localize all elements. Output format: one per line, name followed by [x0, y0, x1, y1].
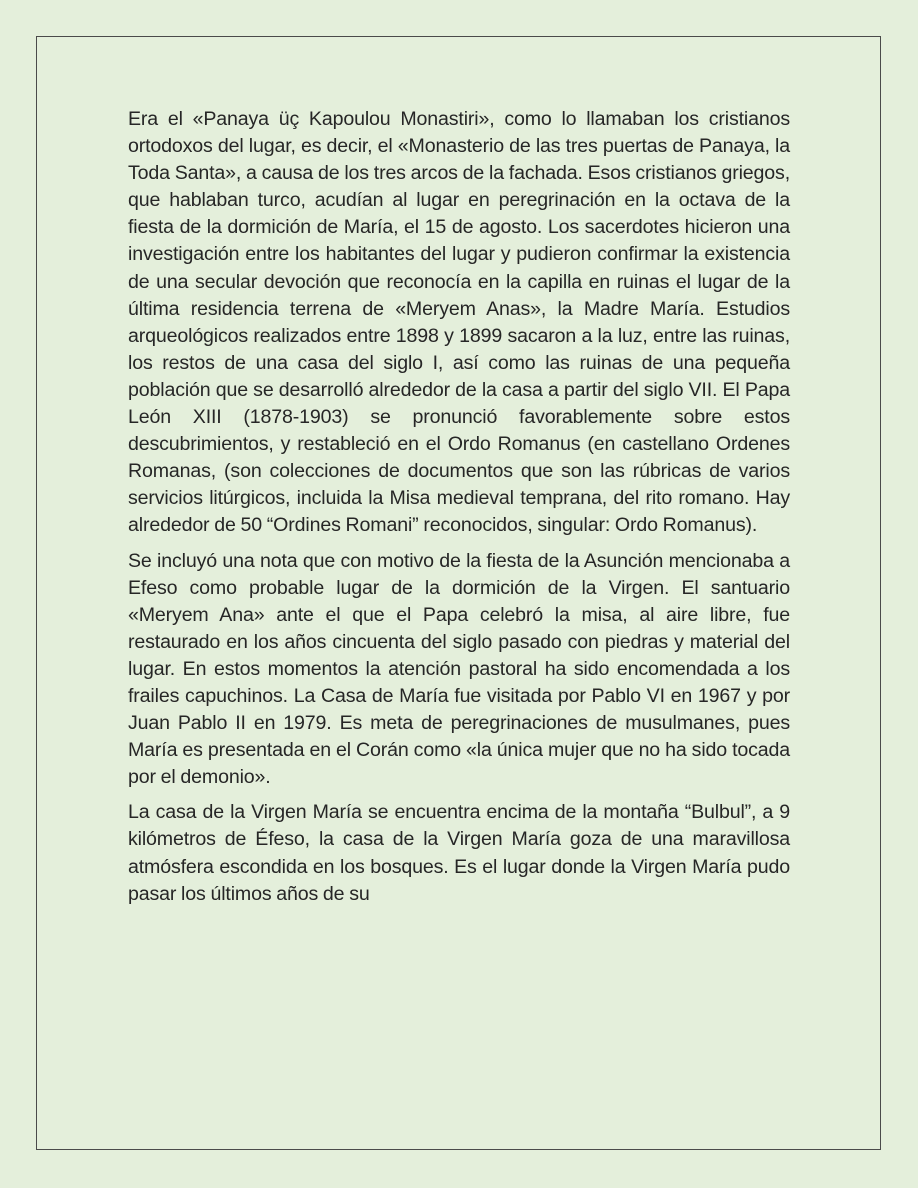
document-body: [128, 106, 790, 916]
paragraph-1: Era el «Panaya üç Kapoulou Monastiri», como lo llamaban los cristianos ortodoxos del lugar, es decir, el «Monasterio de las tres puertas de Panaya, la Toda Santa», a causa de los tres arcos de la fachada. Esos cristianos griegos, que hablaban turco, acudían al lugar en peregrinación en la octava de la fiesta de la dormición de María, el 15 de agosto. Los sacerdotes hicieron una investigación entre los habitantes del lugar y pudieron confirmar la existencia de una secular devoción que reconocía en la capilla en ruinas el lugar de la última residencia terrena de «Meryem Anas», la Madre María. Estudios arqueológicos realizados entre 1898 y 1899 sacaron a la luz, entre las ruinas, los restos de una casa del siglo I, así como las ruinas de una pequeña población que se desarrolló alrededor de la casa a partir del siglo VII. El Papa León XIII (1878-1903) se pronunció favorablemente sobre estos descubrimientos, y restableció en el Ordo Romanus (en castellano Ordenes Romanas, (son colecciones de documentos que son las rúbricas de varios servicios litúrgicos, incluida la Misa medieval temprana, del rito romano. Hay alrededor de 50 “Ordines Romani” reconocidos, singular: Ordo Romanus).: [128, 108, 790, 537]
paragraph-2: Se incluyó una nota que con motivo de la fiesta de la Asunción mencionaba a Efeso como probable lugar de la dormición de la Virgen. El santuario «Meryem Ana» ante el que el Papa celebró la misa, al aire libre, fue restaurado en los años cincuenta del siglo pasado con piedras y material del lugar. En estos momentos la atención pastoral ha sido encomendada a los frailes capuchinos. La Casa de María fue visitada por Pablo VI en 1967 y por Juan Pablo II en 1979. Es meta de peregrinaciones de musulmanes, pues María es presentada en el Corán como «la única mujer que no ha sido tocada por el demonio».: [128, 549, 790, 789]
paragraph-3: La casa de la Virgen María se encuentra encima de la montaña “Bulbul”, a 9 kilómetros de Éfeso, la casa de la Virgen María goza de una maravillosa atmósfera escondida en los bosques. Es el lugar donde la Virgen María pudo pasar los últimos años de su: [128, 801, 790, 905]
